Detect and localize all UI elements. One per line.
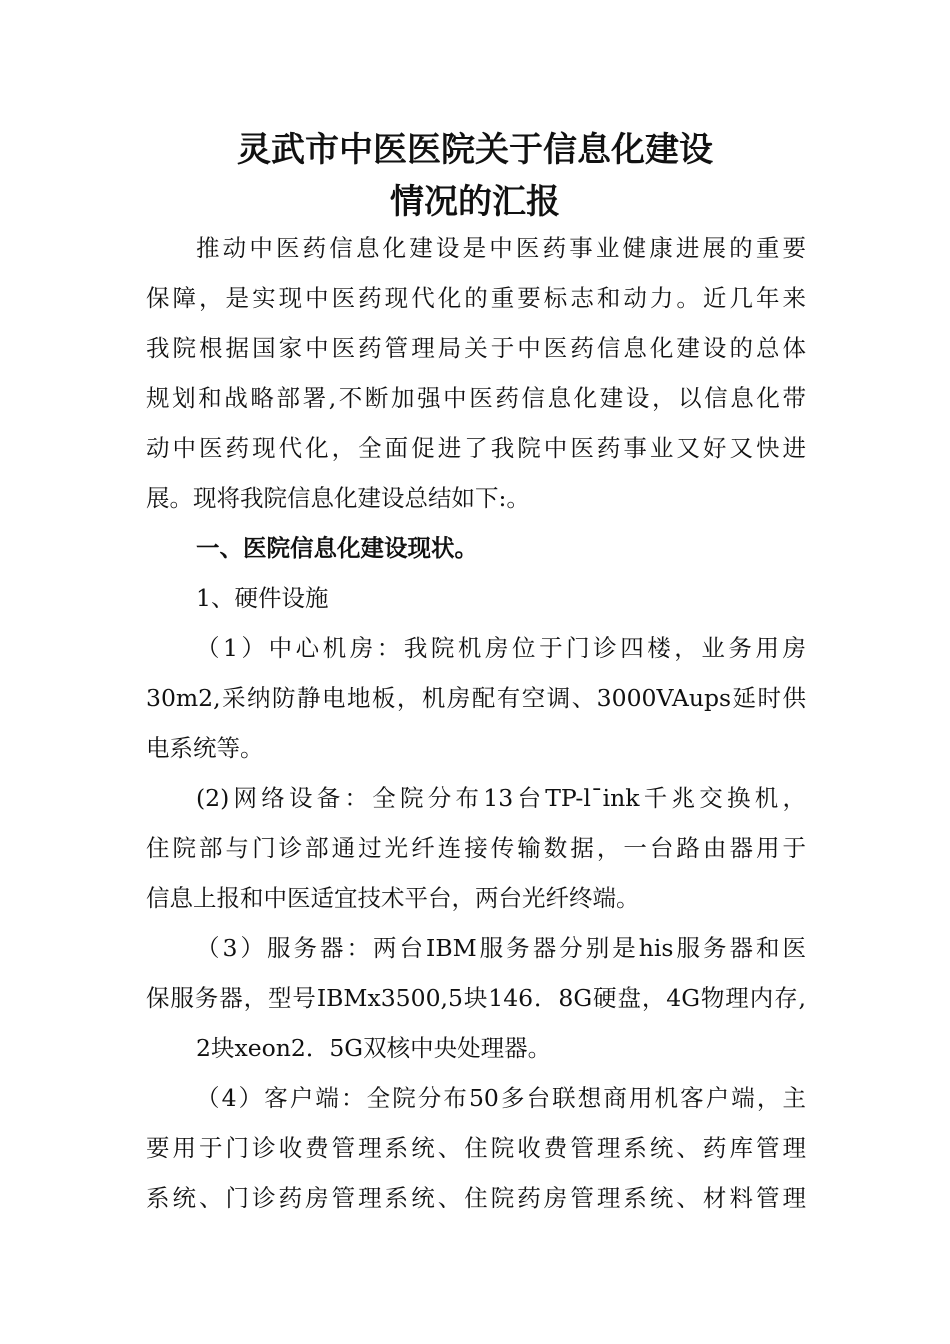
paragraph-line: 2块xeon2．5G双核中央处理器。 bbox=[196, 1034, 552, 1062]
paragraph-line: 电系统等。 bbox=[146, 734, 264, 762]
paragraph-line: 我院根据国家中医药管理局关于中医药信息化建设的总体 bbox=[146, 334, 806, 362]
document-title-line-2: 情况的汇报 bbox=[390, 182, 560, 222]
paragraph-line: 住院部与门诊部通过光纤连接传输数据，一台路由器用于 bbox=[146, 834, 806, 862]
paragraph-line: 展。现将我院信息化建设总结如下:。 bbox=[146, 484, 530, 512]
paragraph-line: (2)网络设备：全院分布13台TP-l¯ink千兆交换机， bbox=[196, 784, 806, 812]
paragraph-line: 30m2,采纳防静电地板，机房配有空调、3000VAups延时供 bbox=[146, 684, 806, 712]
paragraph-line: 规划和战略部署,不断加强中医药信息化建设，以信息化带 bbox=[146, 384, 806, 412]
section-heading: 一、医院信息化建设现状。 bbox=[196, 534, 478, 562]
document-title-line-1: 灵武市中医医院关于信息化建设 bbox=[237, 130, 713, 170]
paragraph-line: 系统、门诊药房管理系统、住院药房管理系统、材料管理 bbox=[146, 1184, 806, 1212]
paragraph-line: 信息上报和中医适宜技术平台，两台光纤终端。 bbox=[146, 884, 640, 912]
subsection-heading: 1、硬件设施 bbox=[196, 584, 329, 612]
paragraph-line: 要用于门诊收费管理系统、住院收费管理系统、药库管理 bbox=[146, 1134, 806, 1162]
paragraph-line: 动中医药现代化，全面促进了我院中医药事业又好又快进 bbox=[146, 434, 806, 462]
paragraph-line: （3）服务器：两台IBM服务器分别是his服务器和医 bbox=[196, 934, 806, 962]
paragraph-line: （1）中心机房：我院机房位于门诊四楼，业务用房 bbox=[196, 634, 806, 662]
paragraph-line: 保服务器，型号IBMx3500,5块146．8G硬盘，4G物理内存, bbox=[146, 984, 806, 1012]
paragraph-line: （4）客户端：全院分布50多台联想商用机客户端，主 bbox=[196, 1084, 806, 1112]
paragraph-line: 保障，是实现中医药现代化的重要标志和动力。近几年来 bbox=[146, 284, 806, 312]
paragraph-line: 推动中医药信息化建设是中医药事业健康进展的重要 bbox=[196, 234, 806, 262]
